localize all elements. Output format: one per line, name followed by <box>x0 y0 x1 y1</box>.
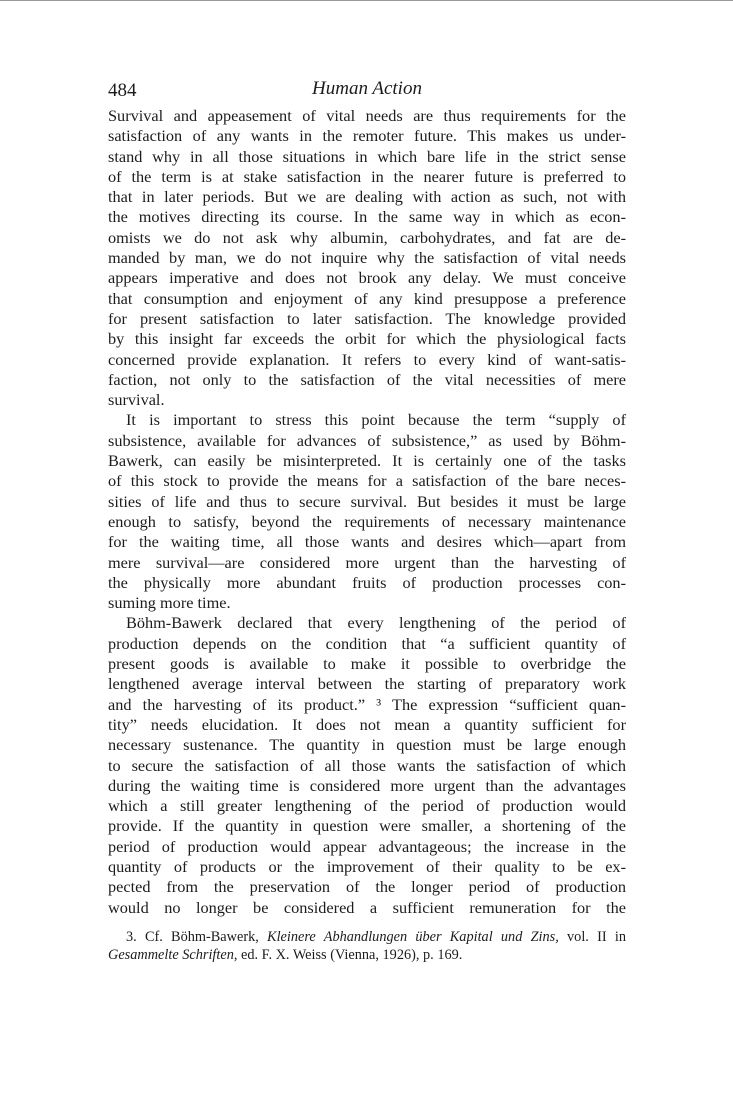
text-line: which a still greater lengthening of the period of production would <box>108 796 626 816</box>
text-line: by this insight far exceeds the orbit for which the physiological facts <box>108 329 626 349</box>
text-line: pected from the preservation of the longer period of production <box>108 877 626 897</box>
paragraph <box>108 106 626 410</box>
text-line: It is important to stress this point because the term “supply of <box>126 410 626 430</box>
text-line: omists we do not ask why albumin, carbohydrates, and fat are de- <box>108 227 626 247</box>
text-line: during the waiting time is considered more urgent than the advantages <box>108 775 626 795</box>
footnote-line: 3. Cf. Böhm-Bawerk, Kleinere Abhandlungen über Kapital und Zins, vol. II in <box>126 928 626 945</box>
footnote-line: Gesammelte Schriften, ed. F. X. Weiss (Vienna, 1926), p. 169. <box>108 946 463 963</box>
text-line: suming more time. <box>108 593 231 613</box>
text-line: to secure the satisfaction of all those wants the satisfaction of which <box>108 755 626 775</box>
text-line: sities of life and thus to secure survival. But besides it must be large <box>108 491 626 511</box>
text-line: enough to satisfy, beyond the requirements of necessary maintenance <box>108 511 626 531</box>
text-line: that in later periods. But we are dealing with action as such, not with <box>108 187 626 207</box>
text-line: the motives directing its course. In the same way in which as econ- <box>108 207 626 227</box>
text-line: mere survival—are considered more urgent than the harvesting of <box>108 552 626 572</box>
text-line: lengthened average interval between the starting of preparatory work <box>108 674 626 694</box>
text-line: satisfaction of any wants in the remoter future. This makes us under- <box>108 126 626 146</box>
text-line: stand why in all those situations in which bare life in the strict sense <box>108 146 626 166</box>
text-line: would no longer be considered a sufficient remuneration for the <box>108 897 626 917</box>
paragraph <box>108 613 626 917</box>
text-line: tity” needs elucidation. It does not mean a quantity sufficient for <box>108 714 626 734</box>
text-line: quantity of products or the improvement of their quality to be ex- <box>108 856 626 876</box>
text-line: Bawerk, can easily be misinterpreted. It is certainly one of the tasks <box>108 451 626 471</box>
text-line: production depends on the condition that “a sufficient quantity of <box>108 633 626 653</box>
text-line: of the term is at stake satisfaction in the nearer future is preferred to <box>108 166 626 186</box>
text-line: appears imperative and does not brook any delay. We must conceive <box>108 268 626 288</box>
text-line: for present satisfaction to later satisfaction. The knowledge provided <box>108 308 626 328</box>
text-line: provide. If the quantity in question were smaller, a shortening of the <box>108 816 626 836</box>
footnote-title: Kleinere Abhandlungen über Kapital und Zins, <box>267 928 559 945</box>
paragraph <box>108 410 626 613</box>
text-line: period of production would appear advantageous; the increase in the <box>108 836 626 856</box>
text-line: Survival and appeasement of vital needs are thus requirements for the <box>108 106 626 125</box>
text-line: faction, not only to the satisfaction of the vital necessities of mere <box>108 369 626 389</box>
text-line: and the harvesting of its product.” ³ The expression “sufficient quan- <box>108 694 626 714</box>
text-line: the physically more abundant fruits of production processes con- <box>108 572 626 592</box>
page-header <box>108 78 626 106</box>
text-line: that consumption and enjoyment of any kind presuppose a preference <box>108 288 626 308</box>
top-border <box>0 0 733 1</box>
text-line: survival. <box>108 390 165 410</box>
text-line: concerned provide explanation. It refers to every kind of want-satis- <box>108 349 626 369</box>
text-line: present goods is available to make it possible to overbridge the <box>108 654 626 674</box>
footnote <box>108 928 626 964</box>
body-text <box>108 106 626 918</box>
text-line: subsistence, available for advances of subsistence,” as used by Böhm- <box>108 430 626 450</box>
text-line: manded by man, we do not inquire why the satisfaction of vital needs <box>108 248 626 268</box>
footnote-series-title: Gesammelte Schriften, <box>108 946 238 963</box>
book-page <box>108 78 626 964</box>
text-line: for the waiting time, all those wants and desires which—apart from <box>108 532 626 552</box>
page-number: 484 <box>108 80 137 101</box>
running-head: Human Action <box>312 78 422 99</box>
text-line: necessary sustenance. The quantity in question must be large enough <box>108 735 626 755</box>
text-line: of this stock to provide the means for a satisfaction of the bare neces- <box>108 471 626 491</box>
text-line: Böhm-Bawerk declared that every lengthening of the period of <box>126 613 626 633</box>
